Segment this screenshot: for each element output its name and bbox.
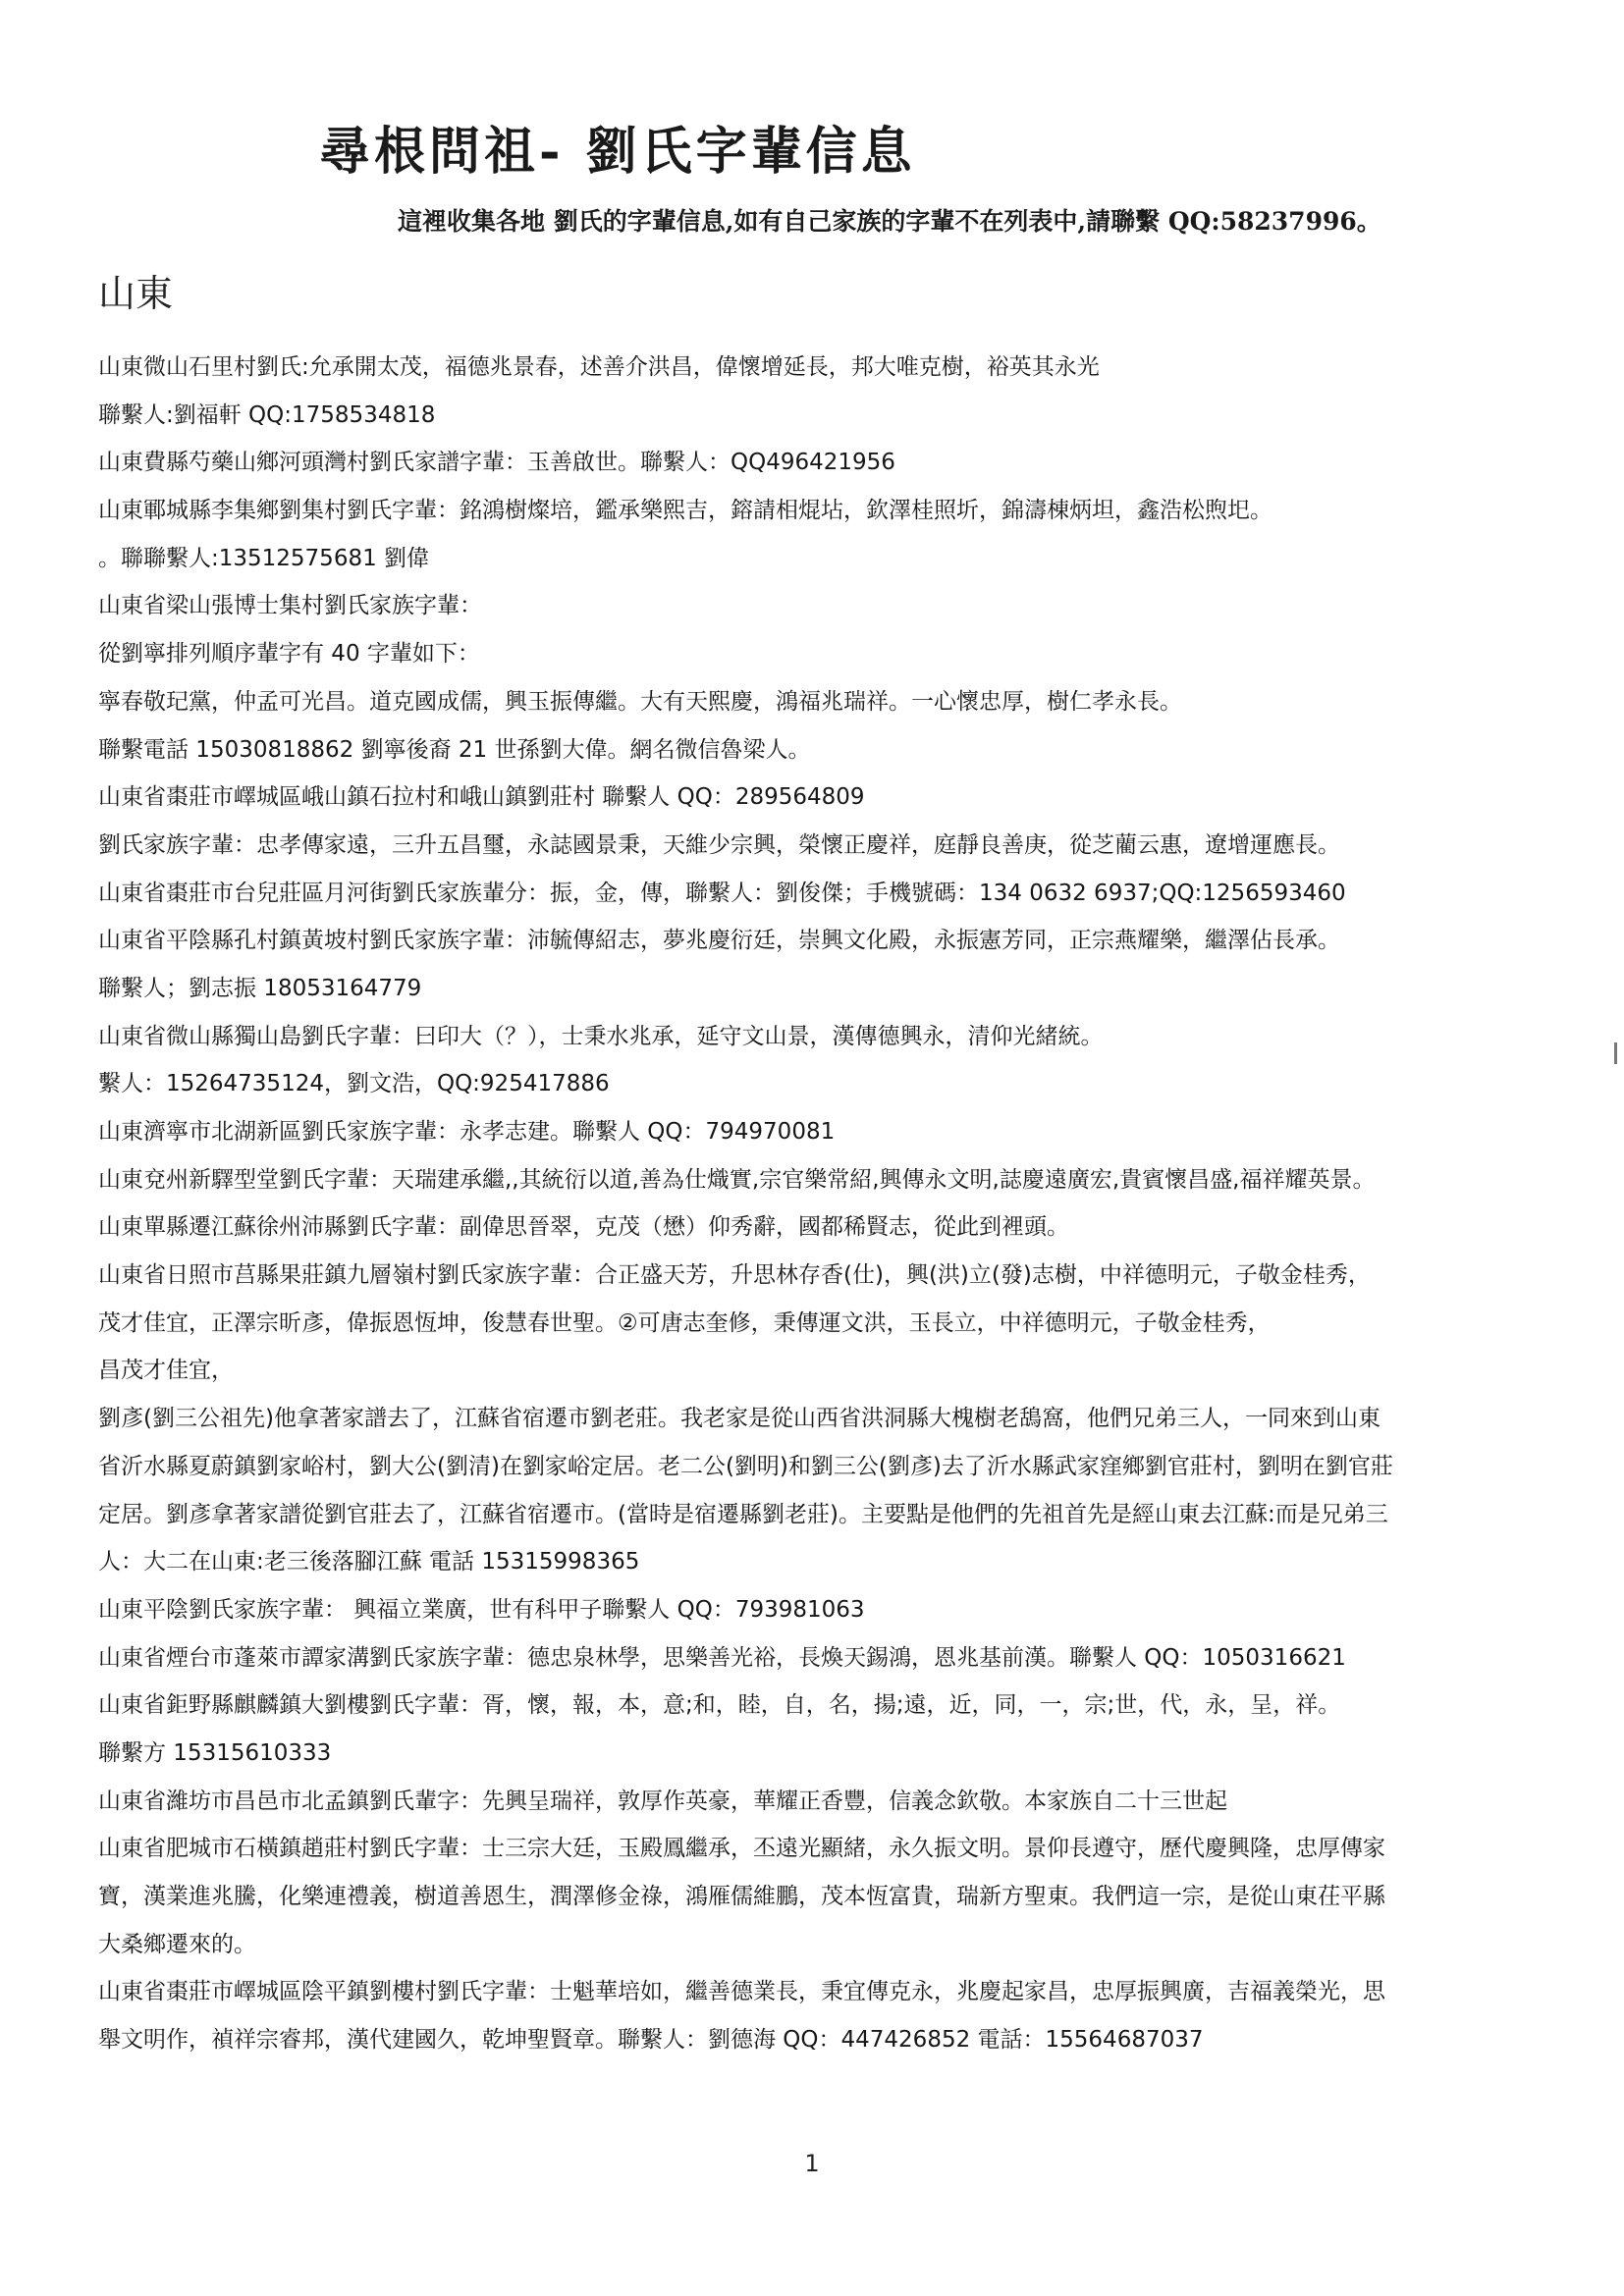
text-line: 寶，漢業進兆騰，化樂連禮義，樹道善恩生，潤澤修金祿，鴻雁儒維鵬，茂本恆富貴，瑞新方聖東。我們這一宗，是從山東茌平縣	[98, 1884, 1385, 1909]
text-line: 聯繫方 15315610333	[98, 1739, 332, 1766]
text-line: 山東兗州新驛型堂劉氏字輩：天瑞建承繼,,其統衍以道,善為仕熾實,宗官樂常紹,興傳永文明,誌慶遠廣宏,貴賓懷昌盛,福祥耀英景。	[98, 1166, 1376, 1193]
text-line: 定居。劉彥拿著家譜從劉官莊去了，江蘇省宿遷市。(當時是宿遷縣劉老莊)。主要點是他們的先祖首先是經山東去江蘇:而是兄弟三	[98, 1501, 1388, 1527]
text-line: 山東平陰劉氏家族字輩： 興福立業廣，世有科甲子聯繫人 QQ：793981063	[98, 1596, 865, 1623]
text-line: 寧春敬玘黨，仲孟可光昌。道克國成儒，興玉振傳繼。大有天熙慶，鴻福兆瑞祥。一心懷忠厚，樹仁孝永長。	[98, 688, 1182, 715]
text-line: 劉氏家族字輩：忠孝傳家遠，三升五昌璽，永誌國景秉，天維少宗興，榮懷正慶祥，庭靜良善庚，從芝藺云惠，遼增運應長。	[98, 831, 1340, 858]
text-line: 山東省煙台市蓬萊市譚家溝劉氏家族字輩：德忠泉林學，思樂善光裕，長煥天錫鴻，恩兆基前漢。聯繫人 QQ：1050316621	[98, 1644, 1346, 1671]
section-heading: 山東	[98, 272, 174, 315]
text-line: 大桑鄉遷來的。	[98, 1931, 256, 1957]
text-line: 山東省肥城市石橫鎮趙莊村劉氏字輩：士三宗大廷，玉殿鳳繼承，丕遠光顯緒，永久振文明。景仰長遵守，歷代慶興隆，忠厚傳家	[98, 1836, 1385, 1862]
text-line: 山東濟寧市北湖新區劉氏家族字輩：永孝志建。聯繫人 QQ：794970081	[98, 1119, 836, 1145]
text-line: 山東省棗莊市嶧城區峨山鎮石拉村和峨山鎮劉莊村 聯繫人 QQ：289564809	[98, 784, 865, 811]
text-line: 聯繫人:劉福軒 QQ:1758534818	[98, 401, 436, 428]
text-line: 山東省棗莊市嶧城區陰平鎮劉樓村劉氏字輩：士魁華培如，繼善德業長，秉宜傳克永，兆慶起家昌，忠厚振興廣，吉福義榮光，思	[98, 1979, 1385, 2005]
text-line: 繫人：15264735124，劉文浩，QQ:925417886	[98, 1071, 610, 1097]
page-title: 尋根問祖- 劉氏字輩信息	[319, 122, 916, 182]
margin-mark	[1614, 1042, 1617, 1064]
text-line: 聯繫人；劉志振 18053164779	[98, 975, 422, 1001]
text-line: 人：大二在山東:老三後落腳江蘇 電話 15315998365	[98, 1549, 640, 1575]
text-line: 山東省微山縣獨山島劉氏字輩：曰印大（？），士秉水兆承，延守文山景，漢傳德興永，清仰光緒統。	[98, 1023, 1104, 1049]
text-line: 劉彥(劉三公祖先)他拿著家譜去了，江蘇省宿遷市劉老莊。我老家是從山西省洪洞縣大槐樹老鴰窩，他們兄弟三人，一同來到山東	[98, 1406, 1380, 1432]
text-line: 。聯聯繫人:13512575681 劉偉	[98, 545, 430, 571]
text-line: 聯繫電話 15030818862 劉寧後裔 21 世孫劉大偉。網名微信魯梁人。	[98, 736, 811, 763]
text-line: 山東單縣遷江蘇徐州沛縣劉氏字輩：副偉思晉翠，克茂（懋）仰秀辭，國都稀賢志，從此到裡頭。	[98, 1214, 1069, 1241]
text-line: 山東省濰坊市昌邑市北孟鎮劉氏輩字：先興呈瑞祥，敦厚作英豪，華耀正香豐，信義念欽敬。本家族自二十三世起	[98, 1788, 1227, 1814]
text-line: 昌茂才佳宜，	[98, 1358, 234, 1384]
page-number: 1	[804, 2150, 820, 2177]
text-line: 舉文明作，禎祥宗睿邦，漢代建國久，乾坤聖賢章。聯繫人：劉德海 QQ：447426852 電話：15564687037	[98, 2027, 1204, 2054]
text-line: 省沂水縣夏蔚鎮劉家峪村，劉大公(劉清)在劉家峪定居。老二公(劉明)和劉三公(劉彥)去了沂水縣武家窪鄉劉官莊村，劉明在劉官莊	[98, 1453, 1393, 1479]
text-line: 山東省梁山張博士集村劉氏家族字輩：	[98, 593, 482, 619]
page-subtitle: 這裡收集各地 劉氏的字輩信息,如有自己家族的字輩不在列表中,請聯繫 QQ:58237996。	[398, 207, 1381, 236]
text-line: 茂才佳宜，正澤宗昕彥，偉振恩恆坤，俊慧春世聖。②可唐志奎修，秉傳運文洪，玉長立，中祥德明元，子敬金桂秀，	[98, 1309, 1271, 1336]
text-line: 山東鄆城縣李集鄉劉集村劉氏字輩：銘鴻樹燦培，鑑承樂熙吉，鎔請相焜坫，欽澤桂照圻，錦濤棟炳坦，鑫浩松煦圯。	[98, 498, 1272, 524]
text-line: 山東省日照市莒縣果莊鎮九層嶺村劉氏家族字輩：合正盛天芳，升思林存香(仕)，興(洪)立(發)志樹，中祥德明元，子敬金桂秀，	[98, 1262, 1371, 1289]
text-line: 山東省平陰縣孔村鎮黃坡村劉氏家族字輩：沛毓傳紹志，夢兆慶衍廷，崇興文化殿，永振憲芳同，正宗燕耀樂，繼澤佔長承。	[98, 928, 1340, 954]
text-line: 山東省棗莊市台兒莊區月河街劉氏家族輩分：振，金，傳，聯繫人：劉俊傑；手機號碼：134 0632 6937;QQ:1256593460	[98, 880, 1346, 906]
text-line: 山東費縣芍藥山鄉河頭灣村劉氏家譜字輩：玉善啟世。聯繫人：QQ496421956	[98, 450, 895, 476]
text-line: 山東微山石里村劉氏:允承開太茂，福德兆景春，述善介洪昌，偉懷增延長，邦大唯克樹，裕英其永光	[98, 354, 1100, 380]
text-line: 從劉寧排列順序輩字有 40 字輩如下：	[98, 641, 480, 667]
text-line: 山東省鉅野縣麒麟鎮大劉樓劉氏字輩：胥，懷，報，本，意;和，睦，自，名，揚;遠，近，同，一，宗;世，代，永，呈，祥。	[98, 1692, 1341, 1719]
genealogy-list	[98, 344, 1512, 2064]
